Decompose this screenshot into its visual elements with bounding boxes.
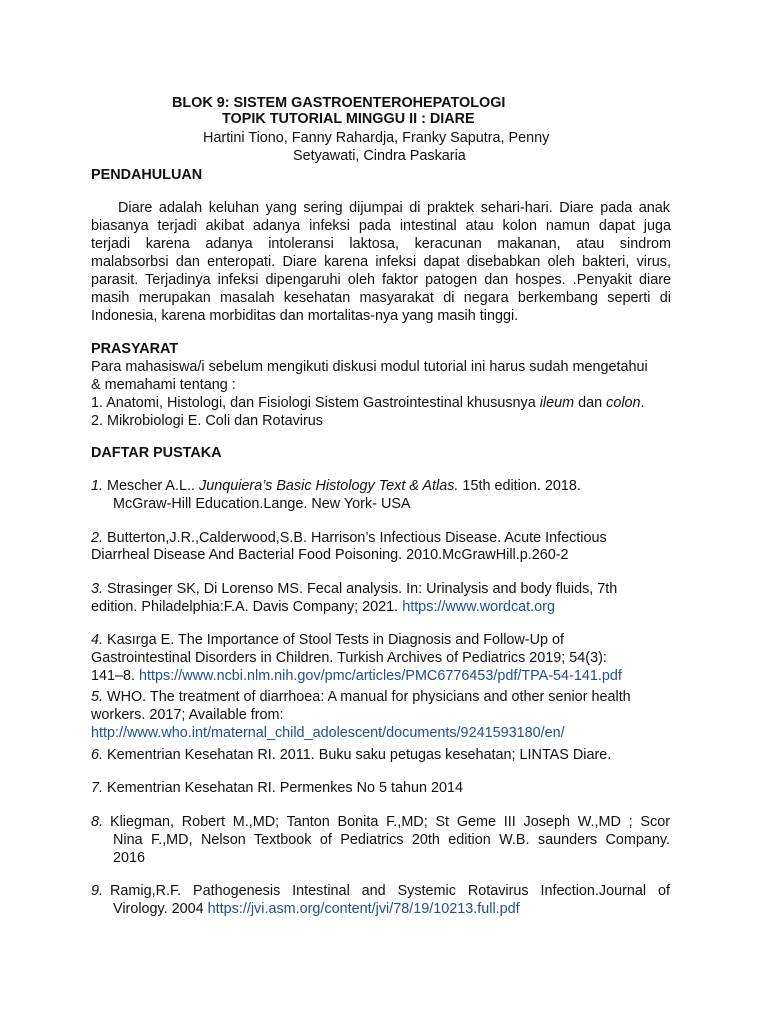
reference-4-cont: Gastrointestinal Disorders in Children. Turkish Archives of Pediatrics 2019; 54(3): bbox=[91, 650, 607, 666]
reference-3-cont: edition. Philadelphia:F.A. Davis Company; 2021. https://www.wordcat.org bbox=[91, 599, 555, 615]
reference-9-cont: Virology. 2004 https://jvi.asm.org/content/jvi/78/19/10213.full.pdf bbox=[113, 901, 520, 917]
section-heading-prasyarat: PRASYARAT bbox=[91, 341, 179, 357]
block-title: BLOK 9: SISTEM GASTROENTEROHEPATOLOGI bbox=[172, 95, 506, 111]
reference-8-cont: 2016 bbox=[113, 850, 146, 866]
reference-6: 6. Kementrian Kesehatan RI. 2011. Buku saku petugas kesehatan; LINTAS Diare. bbox=[91, 747, 612, 763]
reference-4-cont: 141–8. https://www.ncbi.nlm.nih.gov/pmc/articles/PMC6776453/pdf/TPA-54-141.pdf bbox=[91, 668, 622, 684]
reference-1: 1. Mescher A.L.. Junquiera’s Basic Histology Text & Atlas. 15th edition. 2018. bbox=[91, 478, 581, 494]
section-heading-daftar-pustaka: DAFTAR PUSTAKA bbox=[91, 445, 222, 461]
authors-line-2: Setyawati, Cindra Paskaria bbox=[293, 148, 466, 164]
intro-line: terjadi karena adanya intoleransi laktosa, keracunan makanan, atau sindrom bbox=[91, 236, 671, 252]
prasyarat-intro: & memahami tentang : bbox=[91, 377, 236, 393]
reference-8-cont: Nina F.,MD, Nelson Textbook of Pediatrics 20th edition W.B. saunders Company. bbox=[113, 832, 670, 848]
intro-line: Diare adalah keluhan yang sering dijumpai di praktek sehari-hari. Diare pada anak bbox=[118, 200, 670, 216]
intro-line: Indonesia, karena morbiditas dan mortalitas-nya yang masih tinggi. bbox=[91, 308, 519, 324]
reference-9-number: 9. bbox=[91, 883, 104, 899]
reference-3: 3. Strasinger SK, Di Lorenso MS. Fecal analysis. In: Urinalysis and body fluids, 7th bbox=[91, 581, 618, 597]
reference-1-cont: McGraw-Hill Education.Lange. New York- USA bbox=[113, 496, 411, 512]
reference-4: 4. Kasırga E. The Importance of Stool Tests in Diagnosis and Follow-Up of bbox=[91, 632, 565, 648]
reference-5-cont bbox=[91, 724, 565, 742]
reference-5-link[interactable]: http://www.who.int/maternal_child_adolescent/documents/9241593180/en/ bbox=[91, 725, 565, 741]
reference-5-cont: workers. 2017; Available from: bbox=[91, 707, 284, 723]
intro-line: malabsorbsi dan enteropati. Diare karena infeksi dapat disebabkan oleh bakteri, virus, bbox=[91, 254, 671, 270]
intro-line: parasit. Terjadinya infeksi dipengaruhi oleh faktor patogen dan hospes. .Penyakit diare bbox=[91, 272, 671, 288]
reference-8: Kliegman, Robert M.,MD; Tanton Bonita F.,MD; St Geme III Joseph W.,MD ; Scor bbox=[110, 814, 670, 830]
intro-line: biasanya terjadi akibat adanya infeksi pada intestinal atau kolon namun dapat juga bbox=[91, 218, 671, 234]
prasyarat-item-1: 1. Anatomi, Histologi, dan Fisiologi Sistem Gastrointestinal khususnya ileum dan colon. bbox=[91, 395, 645, 411]
topic-title: TOPIK TUTORIAL MINGGU II : DIARE bbox=[222, 111, 475, 127]
prasyarat-item-2: 2. Mikrobiologi E. Coli dan Rotavirus bbox=[91, 413, 323, 429]
reference-8-number: 8. bbox=[91, 814, 104, 830]
reference-5: 5. WHO. The treatment of diarrhoea: A manual for physicians and other senior health bbox=[91, 689, 631, 705]
reference-3-link[interactable]: https://www.wordcat.org bbox=[402, 599, 555, 615]
reference-2: 2. Butterton,J.R.,Calderwood,S.B. Harrison’s Infectious Disease. Acute Infectious bbox=[91, 530, 607, 546]
reference-4-link[interactable]: https://www.ncbi.nlm.nih.gov/pmc/articles/PMC6776453/pdf/TPA-54-141.pdf bbox=[139, 668, 622, 684]
reference-9-link[interactable]: https://jvi.asm.org/content/jvi/78/19/10213.full.pdf bbox=[207, 901, 520, 917]
section-heading-pendahuluan: PENDAHULUAN bbox=[91, 167, 203, 183]
reference-2-cont: Diarrheal Disease And Bacterial Food Poisoning. 2010.McGrawHill.p.260-2 bbox=[91, 547, 569, 563]
prasyarat-intro: Para mahasiswa/i sebelum mengikuti diskusi modul tutorial ini harus sudah mengetahui bbox=[91, 359, 648, 375]
authors-line-1: Hartini Tiono, Fanny Rahardja, Franky Saputra, Penny bbox=[203, 130, 550, 146]
intro-line: masih merupakan masalah kesehatan masyarakat di negara berkembang seperti di bbox=[91, 290, 671, 306]
reference-9: Ramig,R.F. Pathogenesis Intestinal and Systemic Rotavirus Infection.Journal of bbox=[110, 883, 670, 899]
reference-7: 7. Kementrian Kesehatan RI. Permenkes No 5 tahun 2014 bbox=[91, 780, 463, 796]
